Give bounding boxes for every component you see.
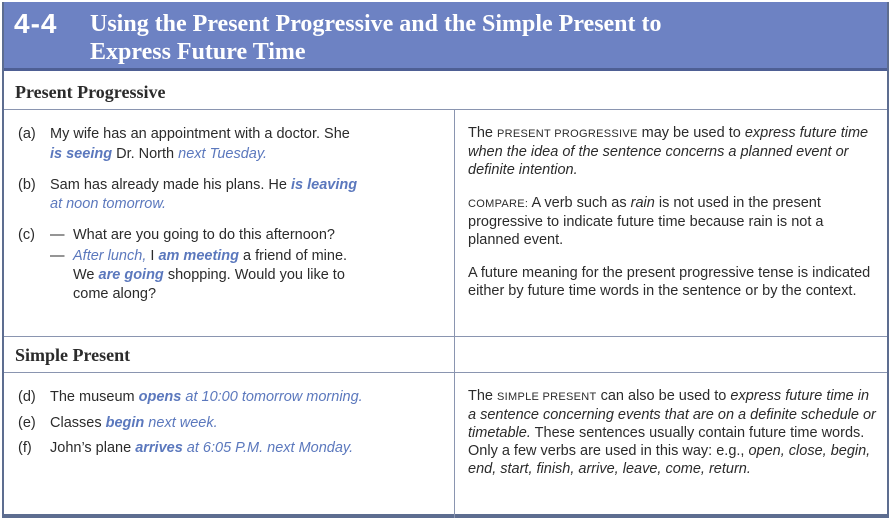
example-label: (d): [18, 389, 36, 405]
explanation-simple-present: The SIMPLE PRESENT can also be used to express future time in a sentence concerning events that are on a definite schedule or timetable. These sentences usually contain future time words. Only a few verbs are used in this way: e.g., open, close, begin, end, start, finish, arrive, leave, come, return.: [468, 388, 876, 477]
example-label: (c): [18, 227, 35, 243]
dialogue-dash: —: [50, 248, 65, 264]
chart-title-line2: Express Future Time: [90, 39, 306, 65]
explanation-compare: COMPARE: A verb such as rain is not used in the present progressive to indicate future time because rain is not a planned event.: [468, 195, 824, 248]
example-label: (a): [18, 126, 36, 142]
example-label: (b): [18, 177, 36, 193]
column-divider: [454, 336, 455, 518]
example-label: (e): [18, 415, 36, 431]
dialogue-question: What are you going to do this afternoon?: [73, 227, 335, 243]
example-text: The museum opens at 10:00 tomorrow morning.: [50, 389, 363, 405]
example-text: Classes begin next week.: [50, 415, 218, 431]
section-heading-simple-present: [4, 336, 887, 373]
chart-title-line1: Using the Present Progressive and the Simple Present to: [90, 11, 662, 37]
dialogue-answer-line2: We are going shopping. Would you like to: [73, 267, 345, 283]
section-heading-present-progressive: [4, 74, 887, 110]
example-text: Sam has already made his plans. He is leaving: [50, 177, 358, 193]
dialogue-answer-line3: come along?: [73, 286, 157, 302]
explanation-future-meaning: A future meaning for the present progressive tense is indicated either by future time words in the sentence or by the context.: [468, 265, 871, 299]
dialogue-dash: —: [50, 227, 65, 243]
chart-number: 4-4: [14, 8, 58, 39]
example-text-line2: is seeing Dr. North next Tuesday.: [50, 146, 268, 162]
section-heading-text: Present Progressive: [15, 82, 166, 102]
example-text: John’s plane arrives at 6:05 P.M. next Monday.: [50, 440, 354, 456]
title-bar: [4, 2, 887, 71]
section-heading-text: Simple Present: [15, 345, 131, 365]
column-divider: [454, 110, 455, 337]
example-c: [18, 226, 438, 306]
example-text: My wife has an appointment with a doctor. She: [50, 126, 350, 142]
example-label: (f): [18, 440, 32, 456]
explanation-present-progressive: The PRESENT PROGRESSIVE may be used to express future time when the idea of the sentence concerns a planned event or definite intention.: [468, 125, 869, 178]
dialogue-answer: After lunch, I am meeting a friend of mine.: [73, 248, 348, 264]
grammar-chart: [2, 2, 889, 518]
example-text-line2: at noon tomorrow.: [50, 196, 167, 212]
